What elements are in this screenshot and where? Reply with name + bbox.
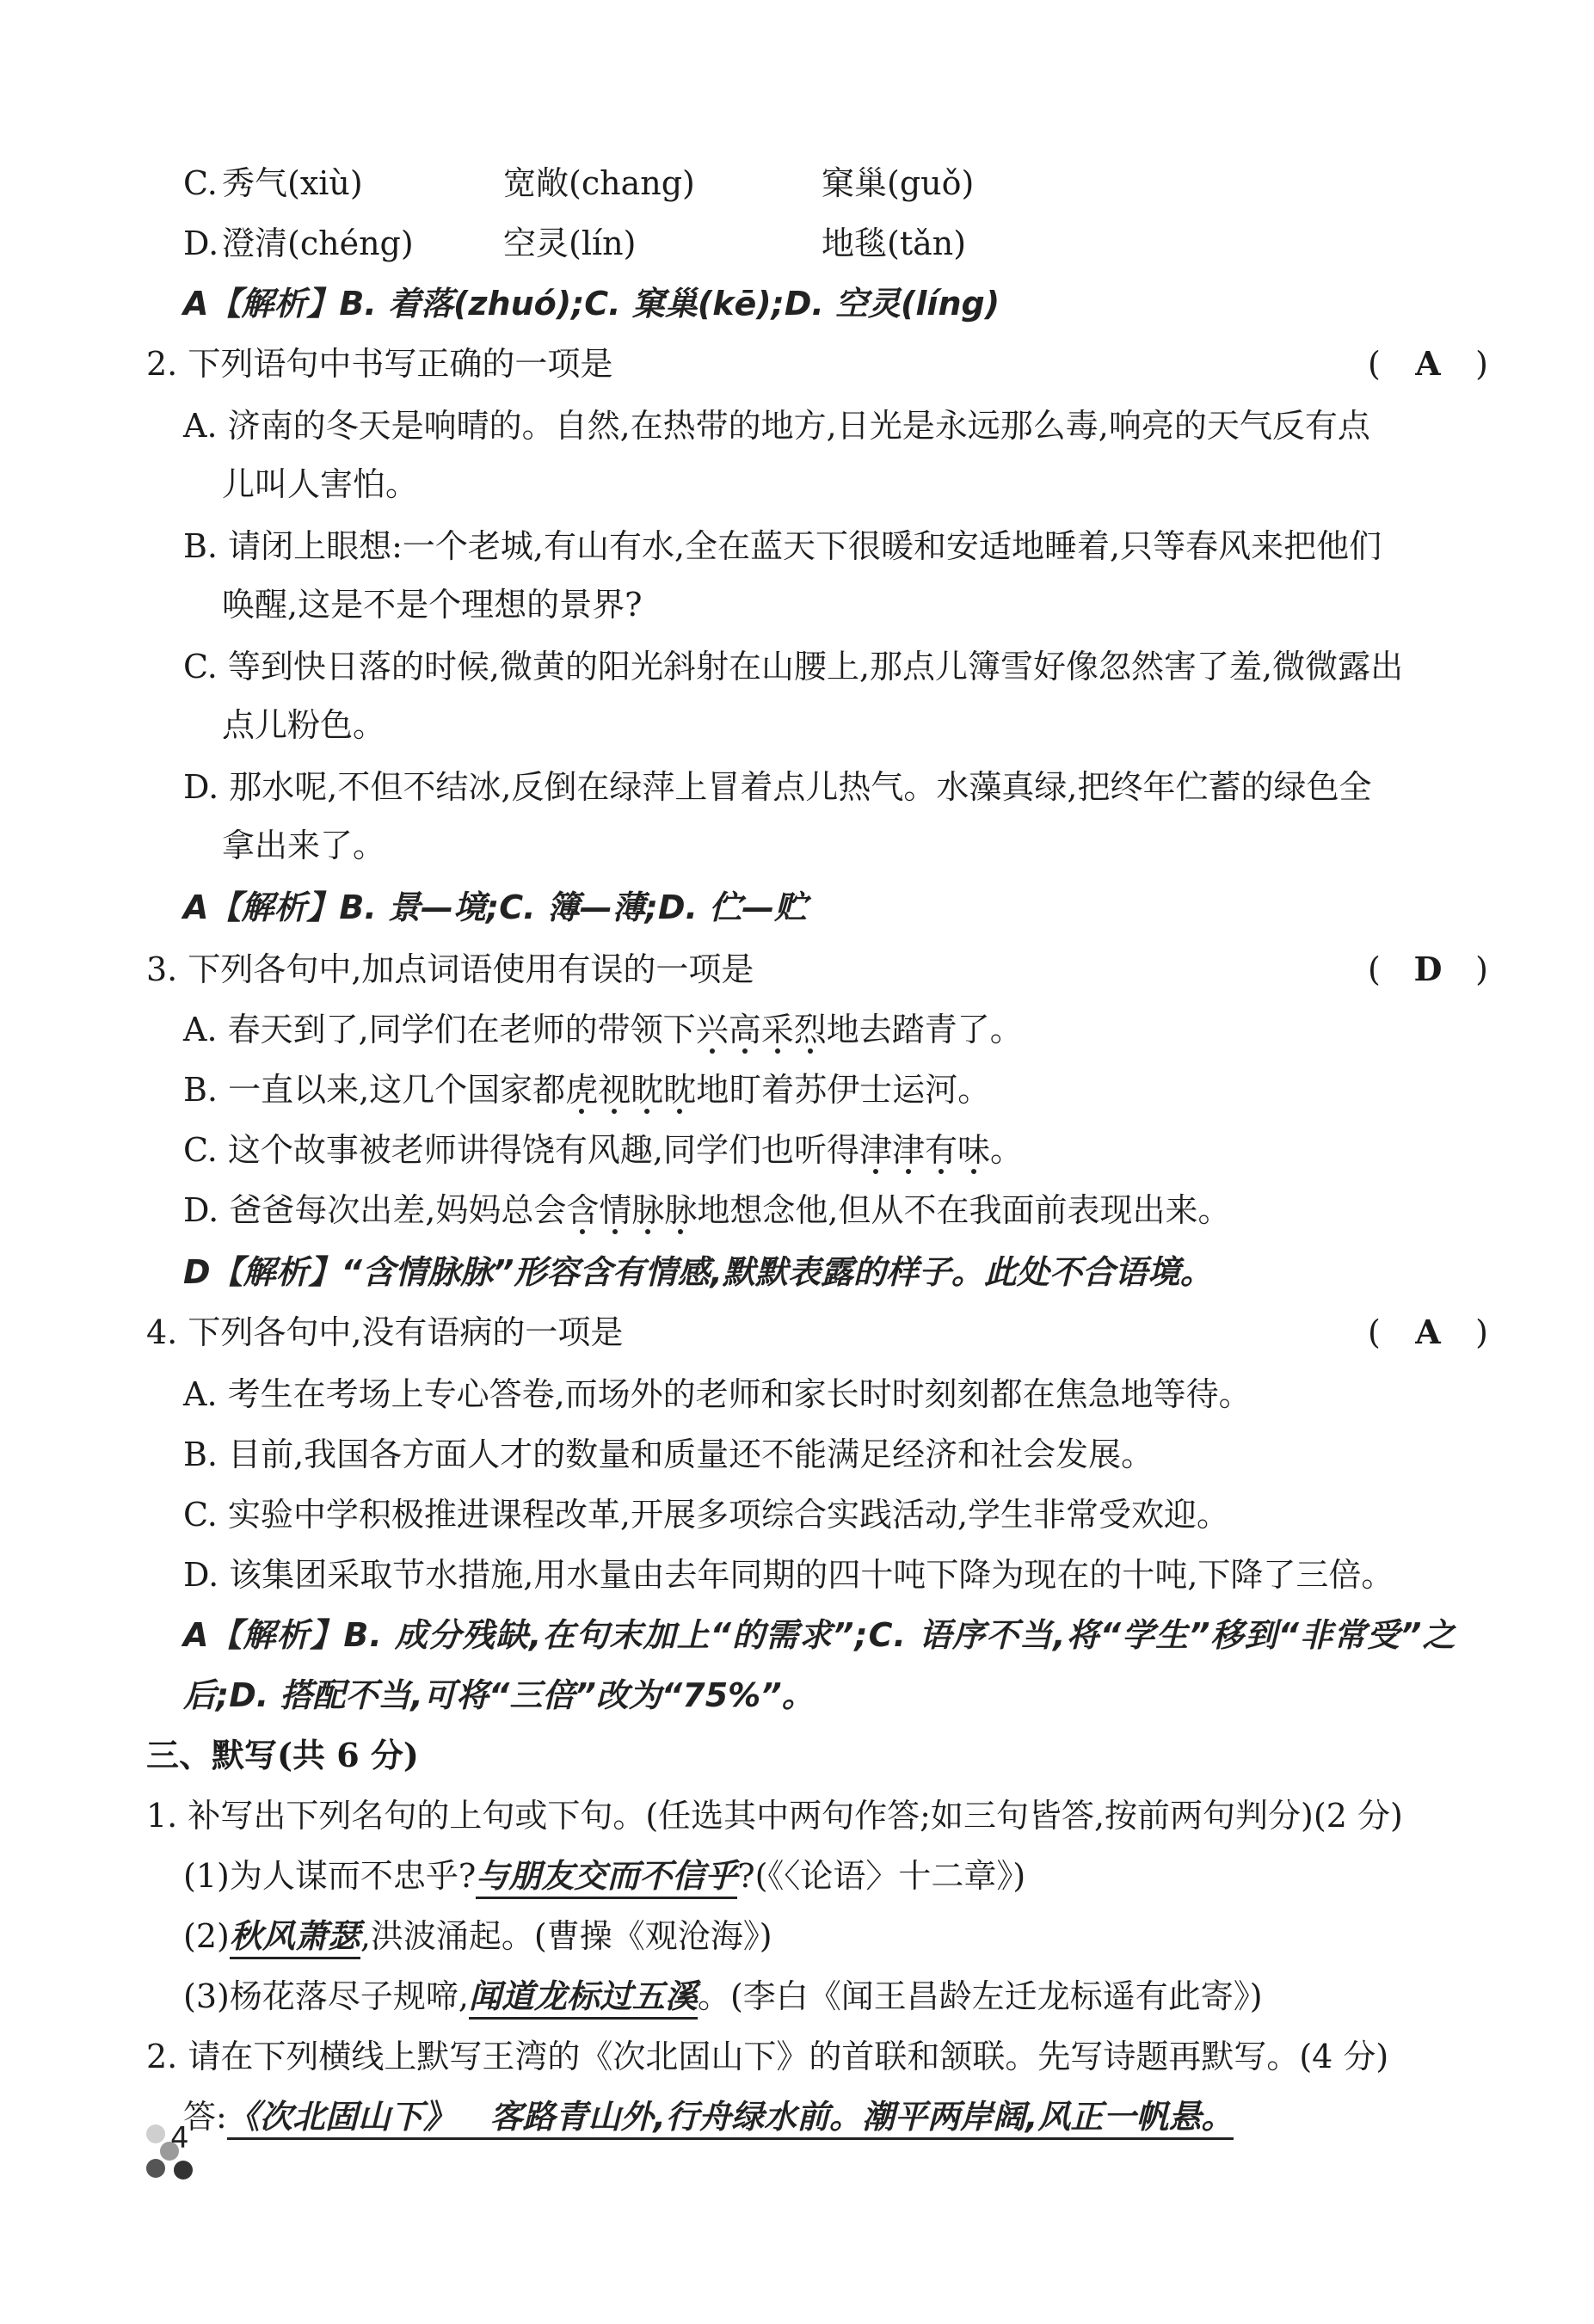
- q3-answer: D: [1413, 950, 1443, 988]
- q4-analysis-line2: 后;D. 搭配不当,可将“三倍”改为“75%”。: [183, 1676, 815, 1714]
- emphasis-dot-char: 情: [599, 1191, 632, 1229]
- q2-option-b-line2: 唤醒,这是不是个理想的景界?: [222, 586, 643, 624]
- q2-option-a-line1: A. 济南的冬天是响晴的。自然,在热带的地方,日光是永远那么毒,响亮的天气反有点: [183, 407, 1370, 445]
- q1-option-d-label: D.: [183, 224, 219, 262]
- q3-dotted-word-b: [565, 1071, 696, 1109]
- q2-stem: 2. 下列语句中书写正确的一项是: [146, 345, 613, 383]
- emphasis-dot-char: 津: [859, 1131, 892, 1169]
- q3-option-b: B. 一直以来,这几个国家都虎视眈眈地盯着苏伊士运河。: [183, 1071, 991, 1109]
- emphasis-dot-char: 含: [566, 1191, 600, 1229]
- section3-q2-answer-line: 答:《次北固山下》 客路青山外,行舟绿水前。潮平两岸阔,风正一帆悬。: [183, 2095, 1234, 2138]
- q4-analysis-line1: A【解析】B. 成分残缺,在句末加上“的需求”;C. 语序不当,将“学生”移到“非常受”之: [183, 1616, 1456, 1654]
- q1-analysis: A【解析】B. 着落(zhuó);C. 窠巢(kē);D. 空灵(líng): [183, 285, 1000, 323]
- q1-option-d-b: 空灵(lín): [503, 224, 637, 262]
- q3-stem: 3. 下列各句中,加点词语使用有误的一项是: [146, 950, 754, 988]
- section3-q2-stem: 2. 请在下列横线上默写王湾的《次北固山下》的首联和颔联。先写诗题再默写。(4 分): [146, 2038, 1389, 2075]
- section3-answer-2: 秋风萧瑟: [230, 1917, 360, 1959]
- q2-option-a-line2: 儿叫人害怕。: [222, 465, 419, 503]
- q4-option-a: A. 考生在考场上专心答卷,而场外的老师和家长时时刻刻都在焦急地等待。: [183, 1375, 1252, 1413]
- section3-sentence-3: (3)杨花落尽子规啼,闻道龙标过五溪。(李白《闻王昌龄左迁龙标遥有此寄》): [183, 1975, 1263, 2018]
- emphasis-dot-char: 烈: [793, 1011, 827, 1048]
- section3-q1-stem: 1. 补写出下列名句的上句或下句。(任选其中两句作答;如三句皆答,按前两句判分)(2 分): [146, 1797, 1403, 1835]
- emphasis-dot-char: 津: [891, 1131, 925, 1169]
- q3-dotted-word-c: [859, 1131, 990, 1169]
- section3-answer-1: 与朋友交而不信乎: [476, 1857, 737, 1899]
- q3-option-a: A. 春天到了,同学们在老师的带领下兴高采烈地去踏青了。: [183, 1011, 1023, 1048]
- page-decoration-dot-3: [146, 2159, 165, 2178]
- q2-option-d-line2: 拿出来了。: [222, 827, 386, 864]
- page-decoration-dot-4: [174, 2161, 193, 2180]
- q1-option-c-a: 秀气(xiù): [222, 164, 363, 202]
- section3-q2-answer: 《次北固山下》 客路青山外,行舟绿水前。潮平两岸阔,风正一帆悬。: [227, 2098, 1234, 2140]
- emphasis-dot-char: 高: [728, 1011, 761, 1048]
- q1-option-d-c: 地毯(tǎn): [822, 224, 967, 262]
- emphasis-dot-char: 虎: [565, 1071, 599, 1109]
- emphasis-dot-char: 兴: [695, 1011, 729, 1048]
- q1-option-d-a: 澄清(chéng): [222, 224, 414, 262]
- emphasis-dot-char: 视: [598, 1071, 631, 1109]
- emphasis-dot-char: 眈: [631, 1071, 664, 1109]
- q2-option-d-line1: D. 那水呢,不但不结冰,反倒在绿萍上冒着点儿热气。水藻真绿,把终年伫蓄的绿色全: [183, 768, 1372, 806]
- q4-answer: A: [1415, 1313, 1441, 1351]
- q2-option-c-line2: 点儿粉色。: [222, 706, 386, 744]
- section3-answer-3: 闻道龙标过五溪: [469, 1977, 698, 2020]
- emphasis-dot-char: 味: [957, 1131, 991, 1169]
- section3-sentence-1: (1)为人谋而不忠乎?与朋友交而不信乎?(《〈论语〉十二章》): [183, 1854, 1025, 1897]
- page-decoration-dot-1: [146, 2124, 165, 2143]
- q4-option-b: B. 目前,我国各方面人才的数量和质量还不能满足经济和社会发展。: [183, 1436, 1154, 1473]
- q3-option-d: D. 爸爸每次出差,妈妈总会含情脉脉地想念他,但从不在我面前表现出来。: [183, 1191, 1231, 1229]
- emphasis-dot-char: 脉: [631, 1191, 665, 1229]
- q3-analysis: D【解析】“含情脉脉”形容含有情感,默默表露的样子。此处不合语境。: [183, 1253, 1213, 1291]
- q2-option-c-line1: C. 等到快日落的时候,微黄的阳光斜射在山腰上,那点儿簿雪好像忽然害了羞,微微露出: [183, 648, 1404, 686]
- q4-option-d: D. 该集团采取节水措施,用水量由去年同期的四十吨下降为现在的十吨,下降了三倍。: [183, 1556, 1394, 1594]
- q1-option-c-c: 窠巢(guǒ): [822, 164, 975, 202]
- emphasis-dot-char: 采: [760, 1011, 794, 1048]
- emphasis-dot-char: 有: [925, 1131, 958, 1169]
- emphasis-dot-char: 脉: [664, 1191, 698, 1229]
- section3-sentence-2: (2)秋风萧瑟,洪波涌起。(曹操《观沧海》): [183, 1915, 772, 1958]
- q1-option-c-b: 宽敞(chang): [503, 164, 695, 202]
- q2-analysis: A【解析】B. 景—境;C. 簿—薄;D. 伫—贮: [183, 888, 808, 926]
- page-number: 4: [170, 2121, 189, 2155]
- q2-option-b-line1: B. 请闭上眼想:一个老城,有山有水,全在蓝天下很暖和安适地睡着,只等春风来把他们: [183, 527, 1382, 565]
- q4-stem: 4. 下列各句中,没有语病的一项是: [146, 1313, 624, 1351]
- q3-option-c: C. 这个故事被老师讲得饶有风趣,同学们也听得津津有味。: [183, 1131, 1024, 1169]
- q3-dotted-word-d: [566, 1191, 697, 1229]
- section3-title: 三、默写(共 6 分): [146, 1736, 419, 1774]
- emphasis-dot-char: 眈: [663, 1071, 697, 1109]
- q2-answer: A: [1415, 344, 1441, 383]
- q4-option-c: C. 实验中学积极推进课程改革,开展多项综合实践活动,学生非常受欢迎。: [183, 1496, 1230, 1534]
- q1-option-c-label: C.: [183, 164, 218, 202]
- q3-dotted-word-a: [696, 1011, 827, 1048]
